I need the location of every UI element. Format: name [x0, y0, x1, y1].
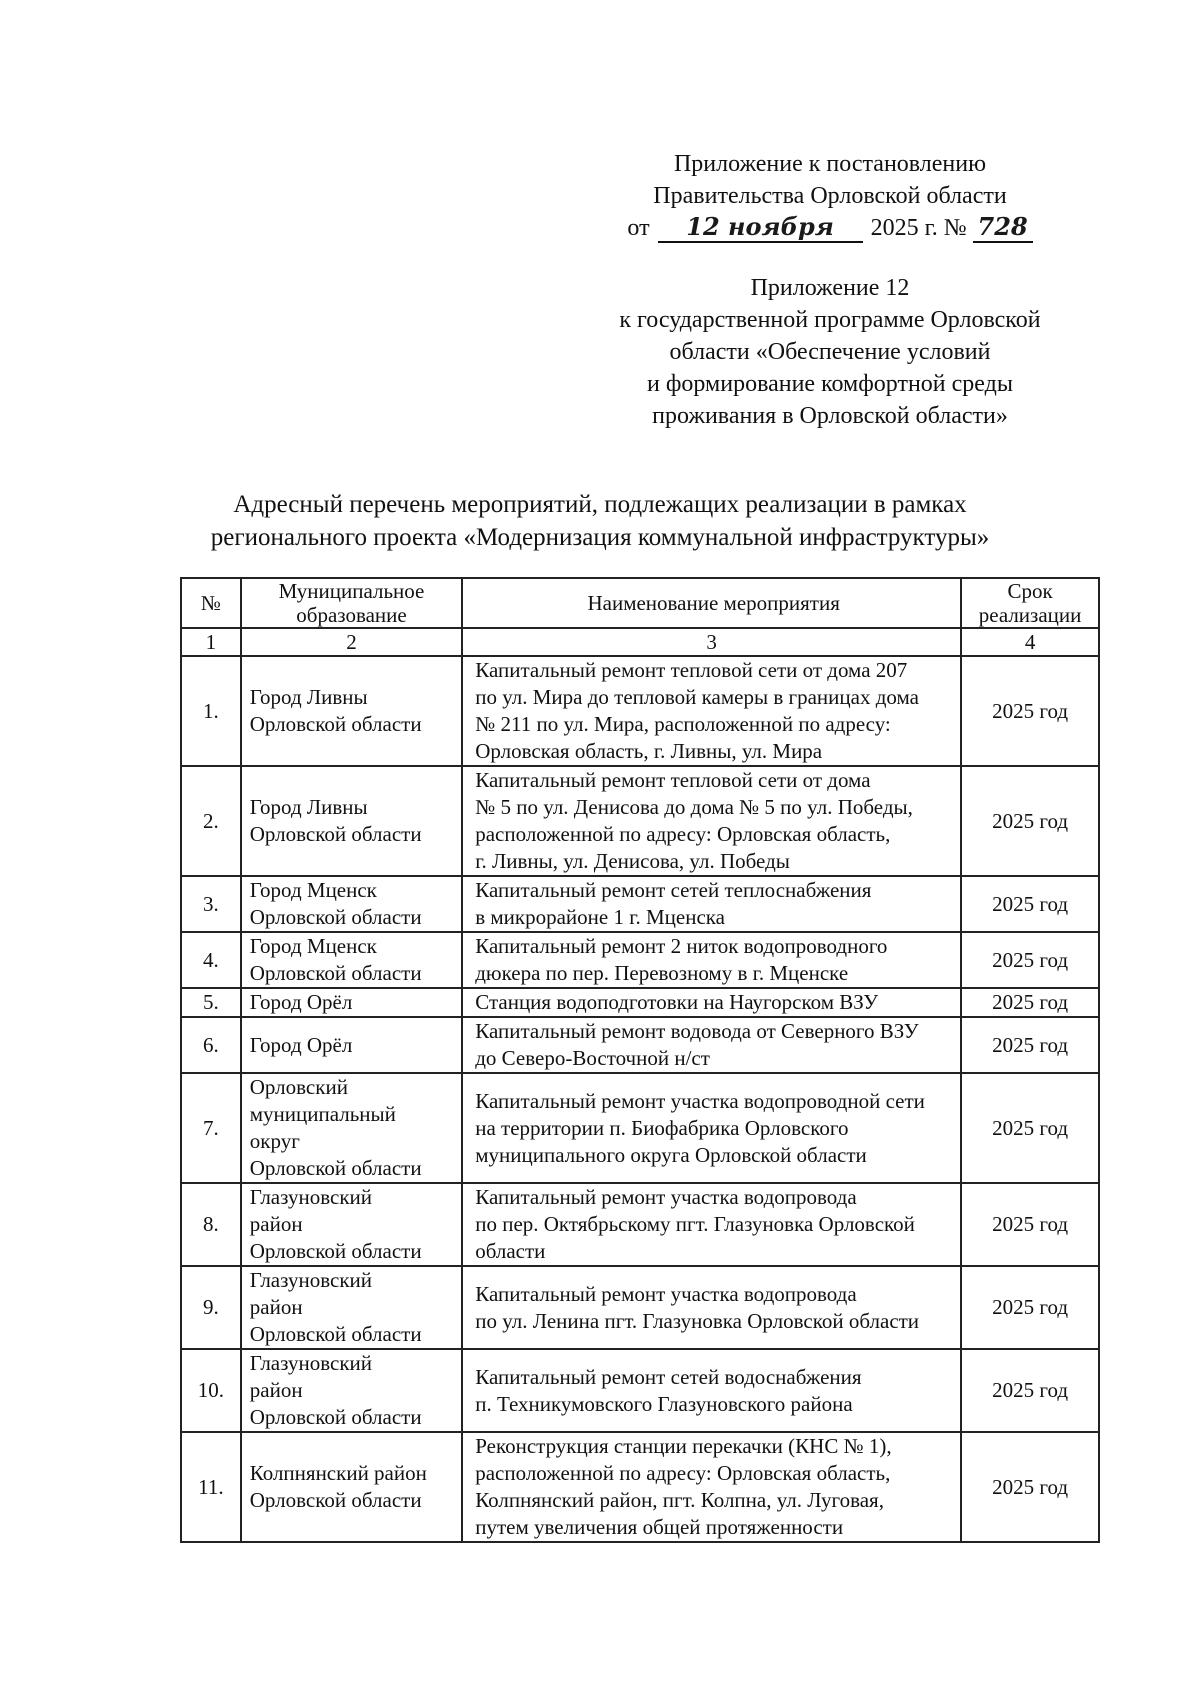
row-term: 2025 год: [961, 988, 1099, 1017]
row-term: 2025 год: [961, 1017, 1099, 1073]
row-term: 2025 год: [961, 932, 1099, 988]
row-num: 8.: [181, 1183, 241, 1266]
row-term: 2025 год: [961, 1073, 1099, 1183]
table-header-row: [181, 578, 1099, 628]
title-line-2: регионального проекта «Модернизация коммунальной инфраструктуры»: [210, 524, 990, 551]
row-num: 2.: [181, 766, 241, 876]
row-term: 2025 год: [961, 766, 1099, 876]
row-municipality: Глазуновский район Орловской области: [241, 1266, 462, 1349]
row-municipality: Город Ливны Орловской области: [241, 656, 462, 766]
table-row: [181, 1017, 1099, 1073]
table-row: [181, 1266, 1099, 1349]
row-activity: Капитальный ремонт тепловой сети от дома № 5 по ул. Денисова до дома № 5 по ул. Победы, расположенной по адресу: Орловская область, г. Ливны, ул. Денисова, ул. Победы: [462, 766, 961, 876]
appendix-line-3: области «Обеспечение условий: [669, 339, 991, 365]
approval-line-1: Приложение к постановлению: [673, 151, 987, 177]
row-activity: Реконструкция станции перекачки (КНС № 1), расположенной по адресу: Орловская область, Колпнянский район, пгт. Колпна, ул. Луговая, путем увеличения общей протяженности: [462, 1432, 961, 1542]
table-row: [181, 766, 1099, 876]
row-num: 1.: [181, 656, 241, 766]
row-num: 7.: [181, 1073, 241, 1183]
row-activity: Капитальный ремонт сетей теплоснабжения в микрорайоне 1 г. Мценска: [462, 876, 961, 932]
appendix-line-5: проживания в Орловской области»: [652, 403, 1008, 429]
header-activity: Наименование мероприятия: [462, 578, 961, 628]
row-municipality: Колпнянский район Орловской области: [241, 1432, 462, 1542]
header-municipality: Муниципальное образование: [241, 578, 462, 628]
row-activity: Капитальный ремонт участка водопровода по пер. Октябрьскому пгт. Глазуновка Орловской области: [462, 1183, 961, 1266]
row-activity: Капитальный ремонт 2 ниток водопроводного дюкера по пер. Перевозному в г. Мценске: [462, 932, 961, 988]
row-municipality: Глазуновский район Орловской области: [241, 1349, 462, 1432]
row-term: 2025 год: [961, 1349, 1099, 1432]
row-num: 11.: [181, 1432, 241, 1542]
row-activity: Капитальный ремонт сетей водоснабжения п. Техникумовского Глазуновского района: [462, 1349, 961, 1432]
row-num: 3.: [181, 876, 241, 932]
header-num: №: [181, 578, 241, 628]
appendix-header: [560, 272, 1100, 432]
row-activity: Капитальный ремонт участка водопровода по ул. Ленина пгт. Глазуновка Орловской области: [462, 1266, 961, 1349]
row-term: 2025 год: [961, 656, 1099, 766]
row-municipality: Город Ливны Орловской области: [241, 766, 462, 876]
row-term: 2025 год: [961, 1183, 1099, 1266]
row-term: 2025 год: [961, 1266, 1099, 1349]
appendix-line-1: Приложение 12: [750, 275, 910, 301]
table-row: [181, 932, 1099, 988]
index-cell: 2: [241, 628, 462, 656]
handwritten-number: 728: [973, 213, 1033, 243]
row-municipality: Город Мценск Орловской области: [241, 932, 462, 988]
row-term: 2025 год: [961, 876, 1099, 932]
table-row: [181, 1183, 1099, 1266]
row-activity: Станция водоподготовки на Наугорском ВЗУ: [462, 988, 961, 1017]
row-num: 9.: [181, 1266, 241, 1349]
measures-table: [180, 577, 1100, 1543]
table-index-row: [181, 628, 1099, 656]
appendix-line-2: к государственной программе Орловской: [619, 307, 1041, 333]
appendix-line-4: и формирование комфортной среды: [647, 371, 1013, 397]
row-activity: Капитальный ремонт участка водопроводной сети на территории п. Биофабрика Орловского муниципального округа Орловской области: [462, 1073, 961, 1183]
index-cell: 3: [462, 628, 961, 656]
table-row: [181, 1432, 1099, 1542]
row-num: 4.: [181, 932, 241, 988]
table-row: [181, 1073, 1099, 1183]
row-municipality: Город Орёл: [241, 988, 462, 1017]
row-municipality: Глазуновский район Орловской области: [241, 1183, 462, 1266]
table-row: [181, 876, 1099, 932]
year-text: 2025 г. №: [870, 215, 967, 241]
table-row: [181, 1349, 1099, 1432]
title-line-1: Адресный перечень мероприятий, подлежащих реализации в рамках: [233, 491, 967, 518]
approval-date-line: [560, 212, 1100, 244]
row-municipality: Город Орёл: [241, 1017, 462, 1073]
table-row: [181, 988, 1099, 1017]
row-num: 10.: [181, 1349, 241, 1432]
table-row: [181, 656, 1099, 766]
document-title: [150, 488, 1050, 554]
date-prefix: от: [627, 215, 650, 241]
row-activity: Капитальный ремонт водовода от Северного ВЗУ до Северо-Восточной н/ст: [462, 1017, 961, 1073]
row-num: 5.: [181, 988, 241, 1017]
approval-line-2: Правительства Орловской области: [653, 183, 1007, 209]
row-term: 2025 год: [961, 1432, 1099, 1542]
header-term: Срок реализации: [961, 578, 1099, 628]
handwritten-date: 12 ноября: [658, 213, 863, 243]
row-activity: Капитальный ремонт тепловой сети от дома 207 по ул. Мира до тепловой камеры в границах дома № 211 по ул. Мира, расположенной по адресу: Орловская область, г. Ливны, ул. Мира: [462, 656, 961, 766]
row-municipality: Орловский муниципальный округ Орловской области: [241, 1073, 462, 1183]
index-cell: 4: [961, 628, 1099, 656]
row-num: 6.: [181, 1017, 241, 1073]
index-cell: 1: [181, 628, 241, 656]
approval-header: [560, 148, 1100, 244]
row-municipality: Город Мценск Орловской области: [241, 876, 462, 932]
